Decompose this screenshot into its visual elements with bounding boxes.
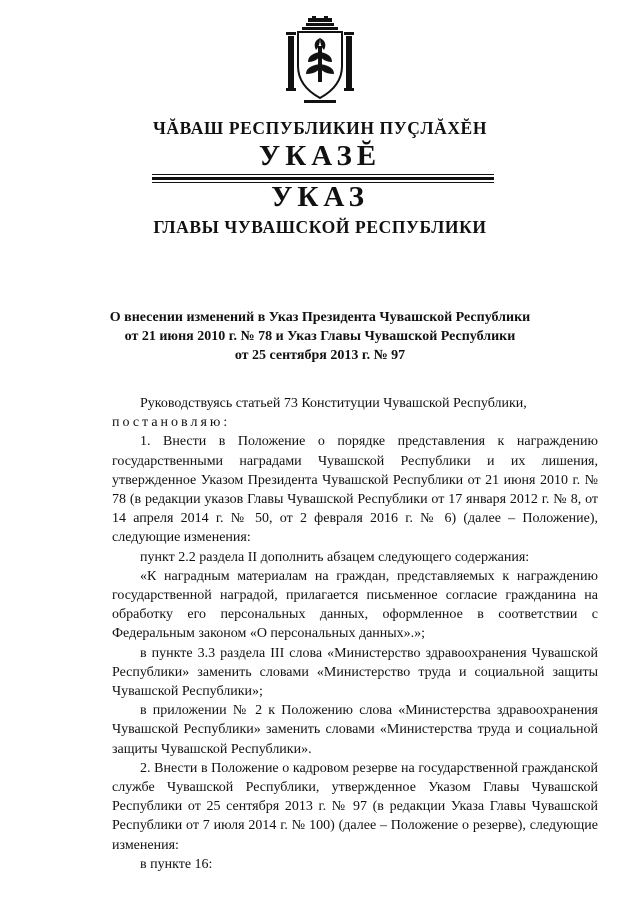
russian-header-line: ГЛАВЫ ЧУВАШСКОЙ РЕСПУБЛИКИ	[153, 217, 487, 237]
intro-paragraph: Руководствуясь статьей 73 Конституции Чувашской Республики,	[140, 396, 527, 411]
body-paragraph: в пункте 3.3 раздела III слова «Министерство здравоохранения Чувашской Республики» заменить словами «Министерство труда и социальной защиты Чувашской Республики»;	[112, 645, 598, 700]
body-paragraph: в пункте 16:	[140, 856, 213, 872]
body-paragraph: 1. Внести в Положение о порядке представления к награждению государственными наградами Чувашской Республики и их лишения, утвержденное Указом Президента Чувашской Республики от 21 июня 2010 г. № 78 (в редакции указов Главы Чувашской Республики от 17 января 2012 г. № 8, от 14 апреля 2014 г. № 50, от 2 февраля 2016 г. № 6) (далее – Положение), следующие изменения:	[112, 434, 598, 546]
title-line: О внесении изменений в Указ Президента Чувашской Республики	[109, 310, 531, 325]
title-line: от 25 сентября 2013 г. № 97	[234, 348, 406, 363]
document-body	[112, 394, 598, 874]
body-paragraph: 2. Внести в Положение о кадровом резерве на государственной гражданской службе Чувашской Республики, утвержденное Указом Главы Чувашской Республики от 25 сентября 2013 г. № 97 (в редакции Указа Главы Чувашской Республики от 7 июля 2014 г. № 100) (далее – Положение о резерве), следующие изменения:	[112, 760, 598, 853]
document-title	[100, 308, 540, 365]
title-line: от 21 июня 2010 г. № 78 и Указ Главы Чувашской Республики	[124, 329, 516, 344]
body-paragraph: «К наградным материалам на граждан, представляемых к награждению государственной наградой, прилагается письменное согласие гражданина на обработку его персональных данных, оформленное в соответствии с Федеральным законом «О персональных данных».»;	[112, 568, 598, 642]
chuvash-decree-title: УКАЗĔ	[258, 140, 382, 172]
decree-word: постановляю:	[112, 415, 231, 431]
body-paragraph: в приложении № 2 к Положению слова «Министерства здравоохранения Чувашской Республики» заменить словами «Министерства труда и социальной защиты Чувашской Республики».	[112, 703, 598, 757]
chuvash-header-line: ЧĂВАШ РЕСПУБЛИКИН ПУÇЛĂХĔН	[152, 118, 488, 138]
body-paragraph: пункт 2.2 раздела II дополнить абзацем следующего содержания:	[140, 549, 530, 565]
chuvash-emblem-icon	[284, 16, 356, 106]
russian-decree-title: УКАЗ	[271, 181, 369, 213]
